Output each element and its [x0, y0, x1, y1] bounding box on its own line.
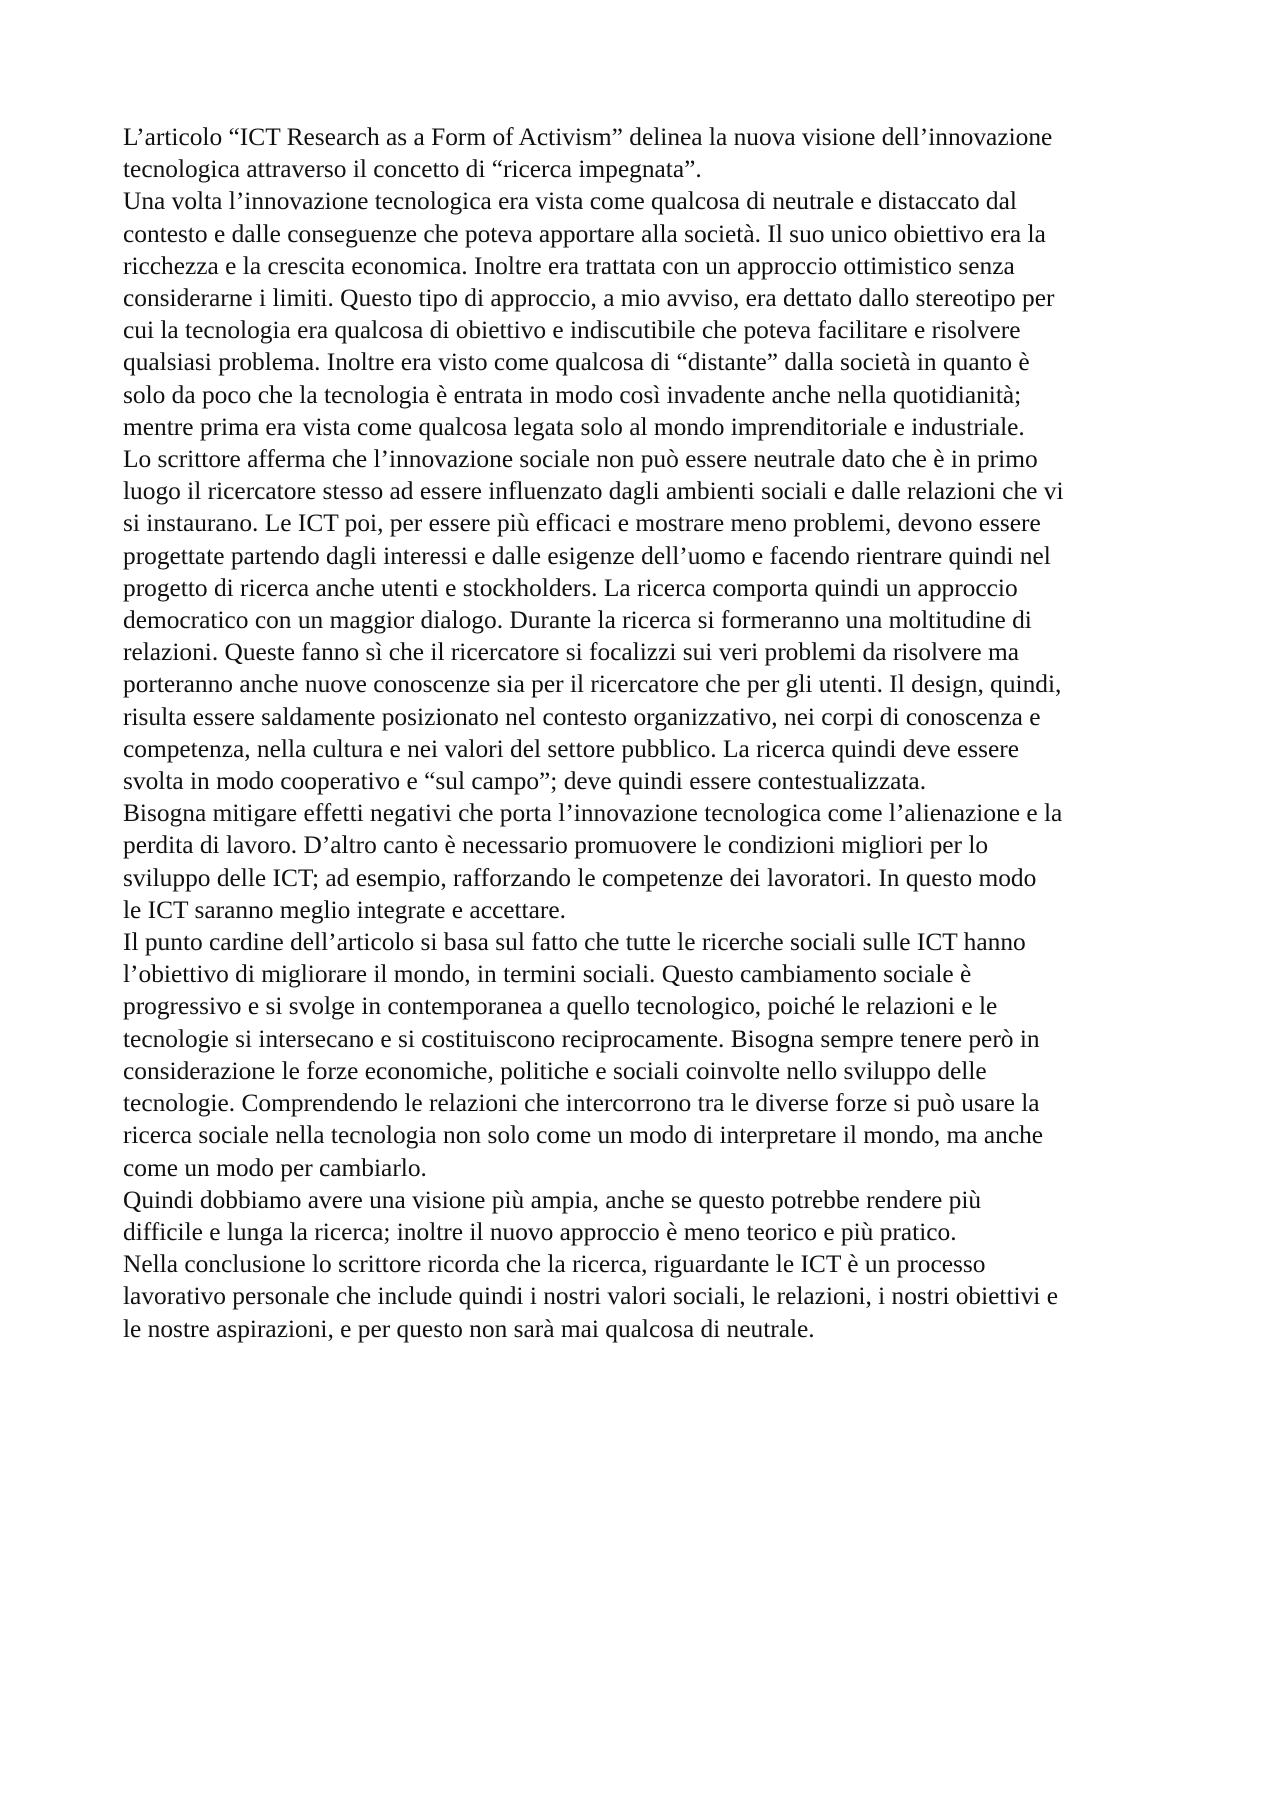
text-line: Bisogna mitigare effetti negativi che porta l’innovazione tecnologica come l’alienazione e la — [123, 799, 1063, 828]
text-line: L’articolo “ICT Research as a Form of Activism” delinea la nuova visione dell’innovazione — [123, 123, 1053, 151]
text-line: democratico con un maggior dialogo. Durante la ricerca si formeranno una moltitudine di — [123, 606, 1032, 635]
text-line: luogo il ricercatore stesso ad essere influenzato dagli ambienti sociali e dalle relazioni che vi — [123, 477, 1064, 506]
text-line: le nostre aspirazioni, e per questo non sarà mai qualcosa di neutrale. — [123, 1314, 815, 1343]
text-line: contesto e dalle conseguenze che poteva apportare alla società. Il suo unico obiettivo era la — [123, 219, 1046, 248]
text-line: ricchezza e la crescita economica. Inoltre era trattata con un approccio ottimistico senza — [123, 251, 1015, 280]
text-line: svolta in modo cooperativo e “sul campo”; deve quindi essere contestualizzata. — [123, 767, 927, 796]
text-line: Nella conclusione lo scrittore ricorda che la ricerca, riguardante le ICT è un processo — [123, 1250, 986, 1279]
text-line: risulta essere saldamente posizionato nel contesto organizzativo, nei corpi di conoscenza e — [123, 702, 1041, 731]
text-line: tecnologica attraverso il concetto di “ricerca impegnata”. — [123, 155, 702, 184]
text-line: perdita di lavoro. D’altro canto è necessario promuovere le condizioni migliori per lo — [123, 831, 989, 860]
text-line: Quindi dobbiamo avere una visione più ampia, anche se questo potrebbe rendere più — [123, 1185, 982, 1214]
document-body-text — [123, 121, 1183, 1345]
text-line: lavorativo personale che include quindi i nostri valori sociali, le relazioni, i nostri obiettivi e — [123, 1282, 1058, 1311]
text-line: mentre prima era vista come qualcosa legata solo al mondo imprenditoriale e industriale. — [123, 412, 1025, 441]
text-line: come un modo per cambiarlo. — [123, 1153, 427, 1182]
text-line: Lo scrittore afferma che l’innovazione sociale non può essere neutrale dato che è in primo — [123, 445, 1038, 474]
text-line: considerazione le forze economiche, politiche e sociali coinvolte nello sviluppo delle — [123, 1056, 987, 1085]
text-line: considerarne i limiti. Questo tipo di approccio, a mio avviso, era dettato dallo stereotipo per — [123, 284, 1055, 313]
text-line: tecnologie si intersecano e si costituiscono reciprocamente. Bisogna sempre tenere però in — [123, 1024, 1040, 1053]
text-line: Una volta l’innovazione tecnologica era vista come qualcosa di neutrale e distaccato dal — [123, 187, 1017, 216]
text-line: qualsiasi problema. Inoltre era visto come qualcosa di “distante” dalla società in quanto è — [123, 348, 1030, 377]
text-line: progettate partendo dagli interessi e dalle esigenze dell’uomo e facendo rientrare quindi nel — [123, 541, 1051, 570]
text-line: ricerca sociale nella tecnologia non solo come un modo di interpretare il mondo, ma anche — [123, 1121, 1044, 1150]
text-line: cui la tecnologia era qualcosa di obiettivo e indiscutibile che poteva facilitare e risolvere — [123, 316, 1021, 345]
text-line: competenza, nella cultura e nei valori del settore pubblico. La ricerca quindi deve essere — [123, 734, 1020, 763]
text-line: progetto di ricerca anche utenti e stockholders. La ricerca comporta quindi un approccio — [123, 573, 1018, 602]
text-line: l’obiettivo di migliorare il mondo, in termini sociali. Questo cambiamento sociale è — [123, 960, 972, 989]
text-line: tecnologie. Comprendendo le relazioni che intercorrono tra le diverse forze si può usare la — [123, 1089, 1040, 1118]
text-line: porteranno anche nuove conoscenze sia per il ricercatore che per gli utenti. Il design, quindi, — [123, 670, 1062, 699]
text-line: sviluppo delle ICT; ad esempio, rafforzando le competenze dei lavoratori. In questo modo — [123, 863, 1037, 892]
text-line: Il punto cardine dell’articolo si basa sul fatto che tutte le ricerche sociali sulle ICT hanno — [123, 928, 1026, 957]
text-line: relazioni. Queste fanno sì che il ricercatore si focalizzi sui veri problemi da risolvere ma — [123, 638, 1020, 667]
text-line: le ICT saranno meglio integrate e accettare. — [123, 895, 566, 924]
text-line: solo da poco che la tecnologia è entrata in modo così invadente anche nella quotidianità; — [123, 380, 1022, 409]
text-line: difficile e lunga la ricerca; inoltre il nuovo approccio è meno teorico e più pratico. — [123, 1217, 957, 1246]
text-line: si instaurano. Le ICT poi, per essere più efficaci e mostrare meno problemi, devono essere — [123, 509, 1041, 538]
text-line: progressivo e si svolge in contemporanea a quello tecnologico, poiché le relazioni e le — [123, 992, 998, 1021]
